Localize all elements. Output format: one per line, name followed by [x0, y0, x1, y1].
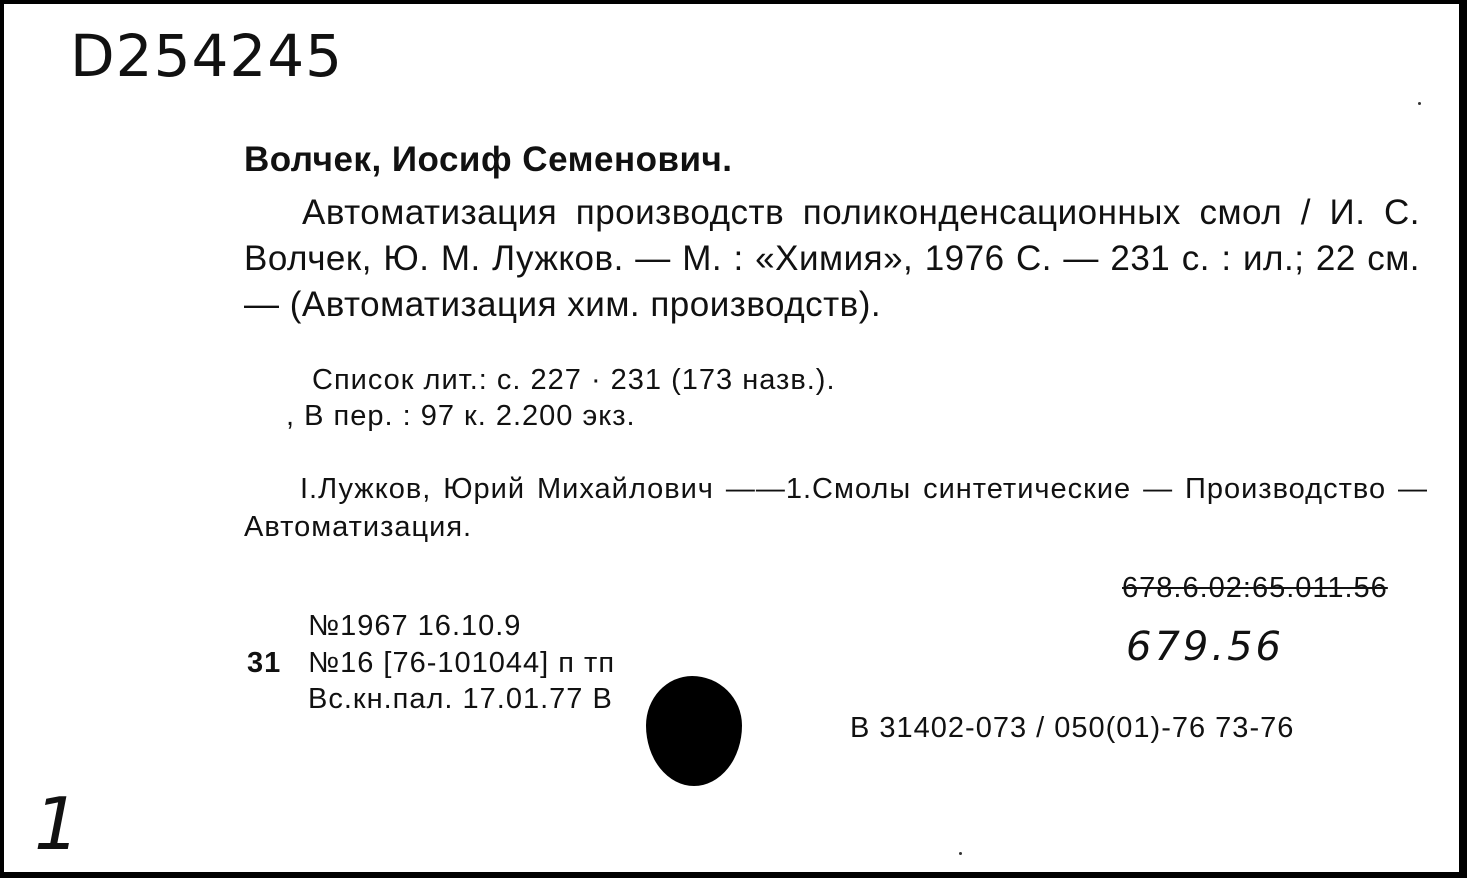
bibliographic-description: Автоматизация производств поликонденсационных смол / И. С. Волчек, Ю. М. Лужков. — М. : «Химия», 1976 С. — 231 с. : ил.; 22 см.— (Автоматизация хим. производств). [244, 193, 1420, 324]
copy-number: 1 [34, 782, 80, 866]
catalog-card [4, 4, 1463, 875]
print-order-line-1: №1967 16.10.9 [308, 610, 522, 642]
speck-mark [1418, 102, 1421, 105]
classification-handwritten: 679.56 [1126, 624, 1284, 670]
catalog-code: В 31402-073 / 050(01)-76 73-76 [850, 712, 1295, 744]
classification-crossed: 678.6.02:65.011.56 [1122, 572, 1388, 604]
print-order-line-2: №16 [76-101044] п тп [308, 647, 616, 679]
ink-blot [646, 676, 742, 786]
subject-entries: I.Лужков, Юрий Михайлович ——1.Смолы синтетические — Производство — Автоматизация. [244, 473, 1428, 543]
speck-mark [959, 852, 962, 855]
binding-price-note: , В пер. : 97 к. 2.200 экз. [286, 400, 636, 432]
print-order-number-prefix: 31 [247, 647, 282, 679]
print-order-line-3: Вс.кн.пал. 17.01.77 В [308, 683, 613, 715]
author-heading: Волчек, Иосиф Семенович. [244, 140, 733, 179]
bibliography-note: Список лит.: с. 227 · 231 (173 назв.). [312, 364, 836, 396]
inventory-number: D254245 [70, 22, 344, 90]
